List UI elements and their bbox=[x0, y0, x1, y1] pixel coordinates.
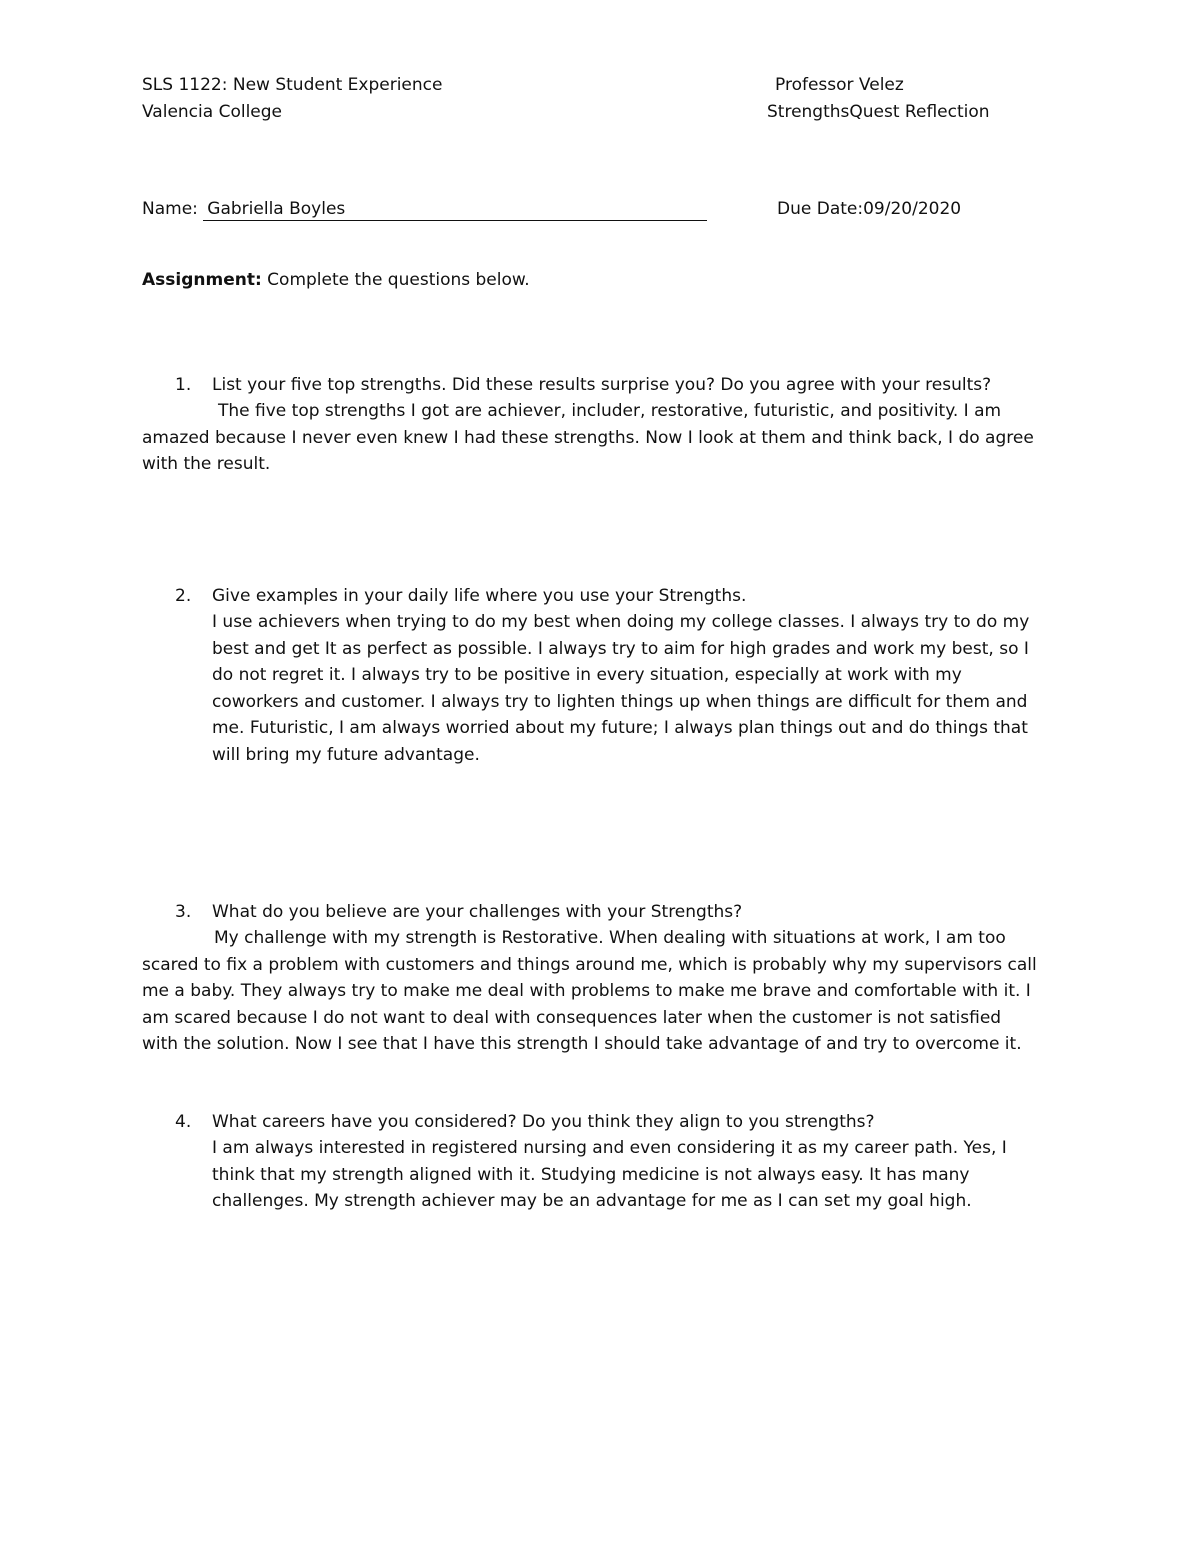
question-2-number: 2. bbox=[175, 586, 192, 606]
due-date-row bbox=[777, 196, 961, 222]
answer-3-line: My challenge with my strength is Restorative. When dealing with situations at work, I am too bbox=[214, 928, 1006, 948]
answer-1-line: with the result. bbox=[142, 454, 271, 474]
answer-2-line: I use achievers when trying to do my best when doing my college classes. I always try to do my bbox=[212, 612, 1030, 632]
answer-1-line: amazed because I never even knew I had these strengths. Now I look at them and think back, I do agree bbox=[142, 427, 1034, 448]
assignment-row bbox=[142, 267, 530, 293]
answer-3-line: with the solution. Now I see that I have this strength I should take advantage of and try to overcome it. bbox=[142, 1034, 1022, 1054]
answer-4-line: I am always interested in registered nursing and even considering it as my career path. Yes, I bbox=[212, 1138, 1007, 1158]
answer-2-line: me. Futuristic, I am always worried about my future; I always plan things out and do things that bbox=[212, 718, 1028, 738]
answer-1 bbox=[142, 398, 1034, 478]
name-label: Name: bbox=[142, 199, 198, 219]
answer-4-line: think that my strength aligned with it. Studying medicine is not always easy. It has many bbox=[212, 1164, 970, 1185]
answer-1-line: The five top strengths I got are achiever, includer, restorative, futuristic, and positivity. I am bbox=[218, 401, 1002, 421]
question-2-text: Give examples in your daily life where you use your Strengths. bbox=[212, 586, 747, 606]
question-4-number: 4. bbox=[175, 1112, 192, 1132]
due-date-label: Due Date: bbox=[777, 199, 864, 219]
due-date-value: 09/20/2020 bbox=[863, 199, 962, 219]
question-3-text: What do you believe are your challenges with your Strengths? bbox=[212, 902, 743, 922]
professor-name: Professor Velez bbox=[775, 75, 904, 95]
answer-2-line: will bring my future advantage. bbox=[212, 744, 480, 765]
question-1-number: 1. bbox=[175, 375, 192, 395]
answer-3 bbox=[142, 925, 1037, 1058]
assignment-instructions: Complete the questions below. bbox=[267, 270, 530, 290]
question-4-text: What careers have you considered? Do you think they align to you strengths? bbox=[212, 1112, 875, 1132]
answer-3-line: scared to fix a problem with customers and things around me, which is probably why my supervisors call bbox=[142, 954, 1037, 975]
college-name: Valencia College bbox=[142, 102, 283, 122]
answer-2-line: best and get It as perfect as possible. I always try to aim for high grades and work my best, so I bbox=[212, 638, 1029, 659]
answer-2-line: do not regret it. I always try to be positive in every situation, especially at work with my bbox=[212, 665, 962, 685]
answer-3-line: am scared because I do not want to deal with consequences later when the customer is not satisfied bbox=[142, 1007, 1002, 1028]
answer-2-line: coworkers and customer. I always try to lighten things up when things are difficult for them and bbox=[212, 691, 1028, 712]
answer-3-line: me a baby. They always try to make me deal with problems to make me brave and comfortable with it. I bbox=[142, 981, 1031, 1001]
assignment-title: StrengthsQuest Reflection bbox=[767, 102, 990, 122]
answer-2 bbox=[212, 609, 1029, 768]
assignment-label: Assignment: bbox=[142, 270, 262, 290]
answer-4 bbox=[212, 1135, 1007, 1215]
answer-4-line: challenges. My strength achiever may be an advantage for me as I can set my goal high. bbox=[212, 1191, 972, 1211]
student-name: Gabriella Boyles bbox=[203, 198, 707, 221]
name-row bbox=[142, 196, 707, 222]
question-3-number: 3. bbox=[175, 902, 192, 922]
question-1-text: List your five top strengths. Did these results surprise you? Do you agree with your results? bbox=[212, 375, 992, 395]
course-title: SLS 1122: New Student Experience bbox=[142, 75, 443, 95]
